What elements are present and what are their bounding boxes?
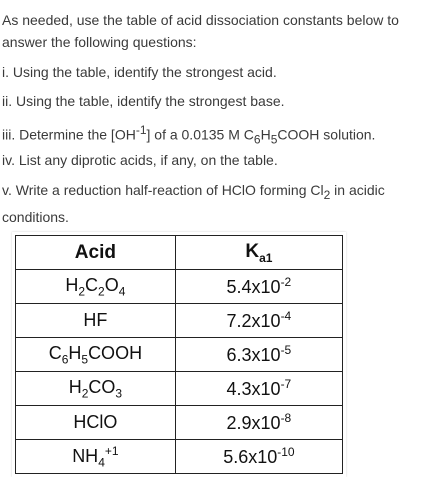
text-run: 2.9x10 bbox=[226, 413, 281, 433]
ka-cell bbox=[175, 304, 342, 338]
superscript: -8 bbox=[280, 411, 292, 425]
acid-cell bbox=[16, 338, 176, 372]
text-run: C bbox=[48, 342, 62, 363]
subscript: 3 bbox=[115, 386, 123, 401]
text-run: COOH solution. bbox=[277, 126, 376, 143]
ka-cell bbox=[175, 270, 342, 304]
subscript: 4 bbox=[118, 284, 126, 299]
acid-cell bbox=[16, 304, 176, 338]
acid-cell bbox=[16, 270, 176, 304]
subscript: 2 bbox=[81, 386, 89, 401]
ka-cell bbox=[175, 372, 342, 406]
subscript: 6 bbox=[253, 132, 261, 147]
question-i bbox=[2, 61, 432, 83]
text-run: HF bbox=[83, 310, 108, 330]
text-run: i. Using the table, identify the strongest acid. bbox=[2, 64, 277, 80]
text-run: H bbox=[260, 126, 271, 143]
acid-dissociation-table bbox=[15, 235, 343, 474]
table-row bbox=[16, 406, 343, 440]
acid-cell bbox=[16, 440, 176, 474]
subscript: 4 bbox=[98, 455, 105, 470]
text-run: H bbox=[68, 376, 82, 397]
subscript: 5 bbox=[270, 132, 278, 147]
question-ii bbox=[2, 90, 432, 112]
subscript: 2 bbox=[78, 284, 86, 299]
acid-cell bbox=[16, 372, 176, 406]
text-run: HClO bbox=[73, 412, 118, 432]
superscript: +1 bbox=[104, 443, 119, 458]
text-run: v. Write a reduction half-reaction of HClO forming Cl bbox=[2, 182, 324, 198]
superscript: -7 bbox=[280, 377, 292, 391]
table-body bbox=[16, 270, 343, 474]
subscript: 2 bbox=[323, 187, 331, 202]
table-row bbox=[16, 440, 343, 474]
text-run: NH bbox=[72, 445, 99, 466]
text-run: 6.3x10 bbox=[226, 345, 281, 365]
acid-cell bbox=[16, 406, 176, 440]
table-row bbox=[16, 270, 343, 304]
superscript: -2 bbox=[280, 275, 292, 289]
text-run: COOH bbox=[88, 342, 143, 363]
question-iii bbox=[2, 119, 432, 150]
ka-cell bbox=[175, 406, 342, 440]
text-run: CO bbox=[88, 376, 116, 397]
table-row bbox=[16, 304, 343, 338]
subscript: 5 bbox=[81, 352, 89, 367]
ka-cell bbox=[175, 338, 342, 372]
question-iv bbox=[2, 149, 432, 171]
question-v bbox=[2, 179, 432, 228]
superscript: -1 bbox=[135, 123, 147, 137]
text-run: iii. Determine the [OH bbox=[2, 126, 136, 143]
table-row bbox=[16, 338, 343, 372]
text-run: ] of a 0.0135 M C bbox=[146, 126, 254, 143]
subscript: 2 bbox=[98, 284, 105, 299]
text-run: H bbox=[68, 342, 82, 363]
table-row bbox=[16, 372, 343, 406]
ka-cell bbox=[175, 440, 342, 474]
superscript: -5 bbox=[280, 343, 292, 357]
text-run: iv. List any diprotic acids, if any, on the table. bbox=[2, 152, 278, 168]
superscript: -10 bbox=[277, 445, 295, 459]
text-run: 5.4x10 bbox=[226, 277, 281, 297]
text-run: 7.2x10 bbox=[226, 311, 281, 331]
table-header-row bbox=[16, 236, 343, 270]
superscript: -4 bbox=[280, 309, 292, 323]
text-run: 4.3x10 bbox=[226, 379, 281, 399]
intro-text: As needed, use the table of acid dissociation constants below to answer the following questions: bbox=[2, 12, 399, 50]
text-run: O bbox=[104, 274, 119, 295]
header-ka bbox=[175, 236, 342, 270]
text-run: C bbox=[85, 274, 99, 295]
text-run: 5.6x10 bbox=[223, 447, 278, 467]
header-acid: Acid bbox=[16, 236, 176, 270]
text-run: in acidic conditions. bbox=[2, 182, 385, 225]
header-ka-sub: a1 bbox=[259, 250, 273, 265]
header-ka-main: K bbox=[245, 240, 260, 262]
subscript: 6 bbox=[61, 352, 69, 367]
text-run: ii. Using the table, identify the strongest base. bbox=[2, 93, 285, 109]
acid-table-frame bbox=[12, 232, 346, 477]
text-run: H bbox=[65, 274, 79, 295]
